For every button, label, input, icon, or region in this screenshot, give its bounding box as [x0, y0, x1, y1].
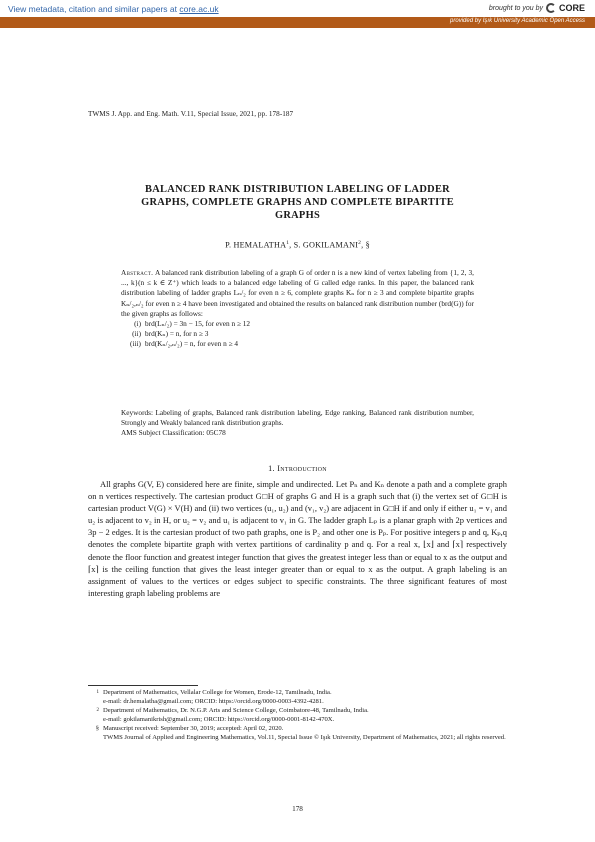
footnote-mark: 1	[96, 690, 99, 695]
introduction-paragraph: All graphs G(V, E) considered here are finite, simple and undirected. Let Pₙ and Kₙ denote a path and a complete graph on n vertices respectively. The cartesian product G□H of graphs G and H is a graph such that (i) the vertex set of G□H is cartesian product V(G) × V(H) and (ii) two vertices (u₁, u₂) and (v₁, v₂) are adjacent in G□H if and only if either u₁ = v₁ and u₂ is adjacent to v₂ in H, or u₂ = v₂ and u₁ is adjacent to v₁ in G. The ladder graph Lₚ is a planar graph with 2p vertices and 3p − 2 edges. It is the cartesian product of two path graphs, one is P₂ and other one is Pₚ. For positive integers p and q, Kₚ,q denotes the complete bipartite graph with vertex partitions of cardinality p and q. For a real x, ⌊x⌋ and ⌈x⌉ respectively denote the floor function and greatest integer function that gives the greatest integer less than or equal to x as the output and ⌈x⌉ is the ceiling function that gives the least integer greater than or equal to x as the output. A graph labeling is an assignment of values to the vertices or edges subject to specific constraints. The three significant features of most interesting graph labeling problems are	[88, 479, 507, 598]
author-separator: ,	[289, 240, 294, 250]
author-mark: 1	[286, 240, 290, 246]
core-link[interactable]: core.ac.uk	[179, 4, 219, 14]
core-provider-text[interactable]: provided by Işık University Academic Open Access	[450, 18, 585, 24]
core-brought-text: brought to you by	[488, 4, 543, 12]
item-text: brd(Kₙ) = n, for n ≥ 3	[145, 329, 209, 339]
core-metadata-label: View metadata, citation and similar papers at	[8, 4, 177, 14]
page-number: 178	[292, 805, 303, 813]
footnote-line: TWMS Journal of Applied and Engineering Mathematics, Vol.11, Special Issue © Işık University, Department of Mathematics, 2021; all rights reserved.	[103, 734, 506, 742]
footnote-text	[103, 688, 507, 706]
footnote-line: Manuscript received: September 30, 2019; accepted: April 02, 2020.	[103, 725, 284, 733]
title-line: GRAPHS, COMPLETE GRAPHS AND COMPLETE BIPARTITE	[141, 197, 454, 208]
footnote-text	[103, 724, 507, 742]
author-mark: 2	[358, 240, 362, 246]
core-logo-icon	[546, 3, 556, 13]
results-list	[121, 319, 474, 350]
footnotes	[88, 688, 507, 743]
ams-classification: AMS Subject Classification: 05C78	[121, 428, 226, 438]
paper-title	[88, 183, 507, 222]
core-banner	[0, 0, 595, 28]
title-line: GRAPHS	[274, 210, 321, 221]
footnote-line: Department of Mathematics, Dr. N.G.P. Arts and Science College, Coimbatore-48, Tamilnadu, India.	[103, 707, 369, 715]
item-number: (iii)	[130, 339, 141, 349]
item-text: brd(Lₙ/₂) = 3n − 15, for even n ≥ 12	[145, 319, 251, 329]
title-line: BALANCED RANK DISTRIBUTION LABELING OF LADDER	[145, 184, 450, 195]
abstract-label: Abstract.	[121, 268, 154, 277]
footnote	[88, 724, 507, 742]
list-item	[121, 329, 474, 339]
core-brand[interactable]	[489, 3, 585, 13]
footnote-mark: 2	[96, 708, 99, 714]
core-provider-strip	[0, 17, 595, 28]
list-item	[121, 319, 474, 329]
author-tail: , §	[361, 240, 370, 250]
item-number: (ii)	[132, 329, 141, 339]
footnote-text	[103, 706, 507, 724]
section-heading: 1. Introduction	[268, 464, 327, 473]
item-number: (i)	[134, 319, 141, 329]
keywords-text: Keywords: Labeling of graphs, Balanced rank distribution labeling, Edge ranking, Balanced rank distribution number, Strongly and Weakly balanced rank distribution graphs.	[121, 408, 474, 428]
journal-reference: TWMS J. App. and Eng. Math. V.11, Special Issue, 2021, pp. 178-187	[88, 110, 294, 118]
footnote-mark: §	[95, 725, 99, 733]
item-text: brd(Kₙ/₂,ₙ/₂) = n, for even n ≥ 4	[145, 339, 239, 349]
footnote-divider	[88, 685, 198, 686]
author-name: P. HEMALATHA	[225, 240, 287, 250]
core-brand-name: CORE	[558, 3, 585, 13]
footnote-line: Department of Mathematics, Vellalar College for Women, Erode-12, Tamilnadu, India.	[103, 689, 332, 696]
author-list	[88, 240, 507, 250]
footnote-line: e-mail: gokilamanikrish@gmail.com; ORCID: https://orcid.org/0000-0001-8142-470X.	[103, 716, 335, 724]
abstract-text: A balanced rank distribution labeling of a graph G of order n is a new kind of vertex labeling from {1, 2, 3, ..., k}(n ≤ k ∈ Z⁺) which leads to a balanced edge labeling of G called edge ranks. In this paper, the balanced rank distribution labeling of ladder graphs Lₙ/₂ for even n ≥ 6, complete graphs Kₙ for n ≥ 3 and complete bipartite graphs Kₙ/₂,ₙ/₂ for even n ≥ 4 have been investigated and obtained the results on balanced rank distribution number (brd(G)) for the given graphs as follows:	[121, 268, 474, 318]
list-item	[121, 339, 474, 349]
footnote	[88, 706, 507, 724]
core-metadata-text[interactable]	[8, 4, 219, 14]
footnote-line: e-mail: dr.hemalatha@gmail.com; ORCID: https://orcid.org/0000-0003-4392-4281.	[103, 698, 324, 706]
footnote	[88, 688, 507, 706]
abstract-paragraph	[121, 268, 474, 319]
keywords-block	[121, 408, 474, 439]
abstract	[121, 268, 474, 350]
author-name: S. GOKILAMANI	[293, 240, 359, 250]
